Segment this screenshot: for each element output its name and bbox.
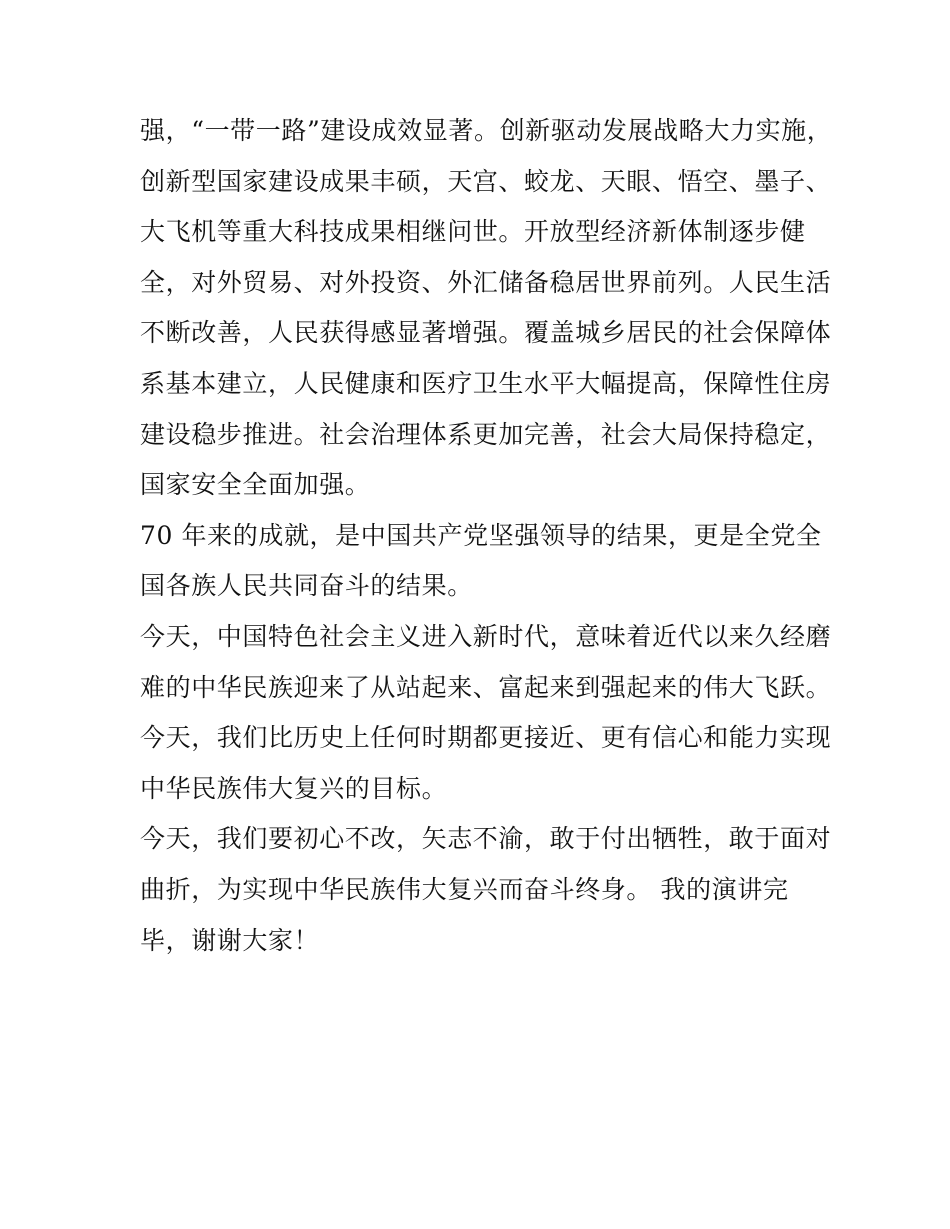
text-line: 不断改善，人民获得感显著增强。覆盖城乡居民的社会保障体 <box>140 318 832 348</box>
text-line: 中华民族伟大复兴的目标。 <box>140 773 448 803</box>
text-line: 难的中华民族迎来了从站起来、富起来到强起来的伟大飞跃。 <box>140 672 832 702</box>
text-line: 全，对外贸易、对外投资、外汇储备稳居世界前列。人民生活 <box>140 267 832 297</box>
body-text <box>140 106 833 966</box>
text-line: 今天，我们要初心不改，矢志不渝，敢于付出牺牲，敢于面对 <box>140 824 832 854</box>
text-line: 曲折，为实现中华民族伟大复兴而奋斗终身。 我的演讲完 <box>140 874 789 904</box>
text-line: 建设稳步推进。社会治理体系更加完善，社会大局保持稳定， <box>140 419 832 449</box>
text-line: 强，“一带一路”建设成效显著。创新驱动发展战略大力实施， <box>140 116 833 145</box>
text-line: 今天，我们比历史上任何时期都更接近、更有信心和能力实现 <box>140 723 832 753</box>
text-line: 创新型国家建设成果丰硕，天宫、蛟龙、天眼、悟空、墨子、 <box>140 166 832 196</box>
text-line: 70 年来的成就，是中国共产党坚强领导的结果，更是全党全 <box>140 520 822 550</box>
text-line: 今天，中国特色社会主义进入新时代，意味着近代以来久经磨 <box>140 621 832 651</box>
text-line: 大飞机等重大科技成果相继问世。开放型经济新体制逐步健 <box>140 217 806 247</box>
text-line: 系基本建立，人民健康和医疗卫生水平大幅提高，保障性住房 <box>140 368 832 398</box>
text-line: 毕，谢谢大家！ <box>140 925 320 955</box>
text-line: 国各族人民共同奋斗的结果。 <box>140 571 473 601</box>
text-line: 国家安全全面加强。 <box>140 470 371 500</box>
